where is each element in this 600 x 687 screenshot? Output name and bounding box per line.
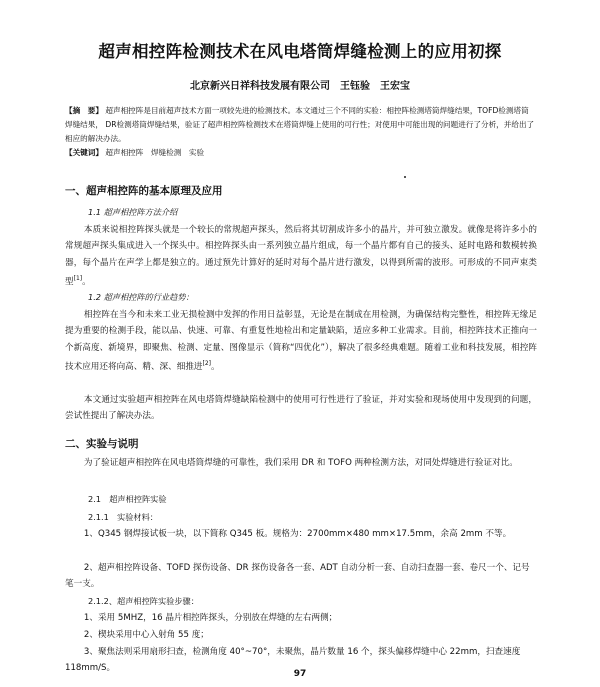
section-1-2-end: 。 — [211, 361, 220, 372]
section-1-1-end: 。 — [82, 276, 91, 287]
citation-2: [2] — [202, 359, 212, 367]
abstract-label: 【摘 要】 — [65, 106, 103, 115]
section-1-heading: 一、超声相控阵的基本原理及应用 — [65, 185, 223, 197]
citation-1: [1] — [73, 274, 83, 282]
section-1-2-heading: 1.2 超声相控阵的行业趋势： — [88, 292, 194, 302]
section-2-1-2-heading: 2.1.2、超声相控阵实验步骤： — [88, 596, 199, 606]
author-line: 北京新兴日祥科技发展有限公司 王钰验 王宏宝 — [190, 81, 410, 92]
abstract-block — [65, 104, 535, 160]
keywords-label: 【关键词】 — [65, 148, 103, 157]
section-1-2-paragraph — [65, 307, 537, 375]
step-3: 3、聚焦法则采用扇形扫查，检测角度 40°~70°，未聚焦，晶片数量 16 个，探头偏移焊缝中心 22mm，扫查速度 118mm/S。 — [65, 647, 521, 674]
page-title: 超声相控阵检测技术在风电塔筒焊缝检测上的应用初探 — [98, 42, 502, 61]
material-item-2: 2、超声相控阵设备、TOFD 探伤设备、DR 探伤设备各一套、ADT 自动分析一套、自动扫查器一套、卷尺一个、记号笔一支。 — [65, 563, 530, 590]
section-1-1-text: 本质来说相控阵探头就是一个较长的常规超声探头，然后将其切割成许多小的晶片，并可独立激发。就像是将许多小的常规超声探头集成进入一个探头中。相控阵探头由一系列独立晶片组成，每一个晶片都有自己的接头、延时电路和数模转换器，每个晶片在声学上都是独立的。通过预先计算好的延时对每个晶片进行激发，以得到所需的波形。可形成的不同声束类型 — [65, 225, 537, 287]
section-1-1-heading: 1.1 超声相控阵方法介绍 — [88, 207, 178, 217]
section-2-paragraph: 为了验证超声相控阵在风电塔筒焊缝的可靠性，我们采用 DR 和 TOFO 两种检测方法，对同处焊缝进行验证对比。 — [83, 458, 518, 468]
abstract-text: 超声相控阵是目前超声技术方面一项较先进的检测技术。本文通过三个不同的实验：相控阵检测塔筒焊缝结果，TOFD检测塔筒焊缝结果， DR检测塔筒焊缝结果，验证了超声相控阵检测技术在塔筒焊缝上使用的可行性；对使用中可能出现的问题进行了分析，并给出了相应的解决办法。 — [65, 106, 535, 143]
step-1: 1、采用 5MHZ，16 晶片相控阵探头，分别放在焊缝的左右两侧； — [83, 613, 338, 623]
scan-speck — [404, 176, 406, 178]
section-1-2-text: 相控阵在当今和未来工业无损检测中发挥的作用日益彰显，无论是在制成在用检测，为确保结构完整性，相控阵无缘足提为重要的检测手段，能以品、快速、可靠、有重复性地检出和定量缺陷，适应多种工业需求。目前，相控阵技术正推向一个新高度、新境界，即聚焦、检测、定量、图像显示（简称“四优化”），解决了很多经典难题。随着工业和科技发展，相控阵技术应用还将向高、精、深、细推进 — [65, 310, 537, 372]
step-2: 2、楔块采用中心入射角 55 度； — [83, 630, 209, 640]
material-item-1: 1、Q345 钢焊接试板一块，以下简称 Q345 板。规格为：2700mm×480 mm×17.5mm，余高 2mm 不等。 — [83, 529, 512, 539]
section-2-heading: 二、实验与说明 — [65, 438, 139, 450]
section-2-1-1-heading: 2.1.1 实验材料： — [88, 512, 158, 522]
page-number: 97 — [293, 669, 307, 679]
section-1-1-paragraph — [65, 222, 537, 290]
keywords-text: 超声相控阵 焊缝检测 实验 — [105, 148, 205, 157]
section-2-1-heading: 2.1 超声相控阵实验 — [88, 494, 167, 504]
section-1-3-paragraph: 本文通过实验超声相控阵在风电塔筒焊缝缺陷检测中的使用可行性进行了验证，并对实验和现场使用中发现到的问题，尝试性提出了解决办法。 — [65, 395, 537, 422]
